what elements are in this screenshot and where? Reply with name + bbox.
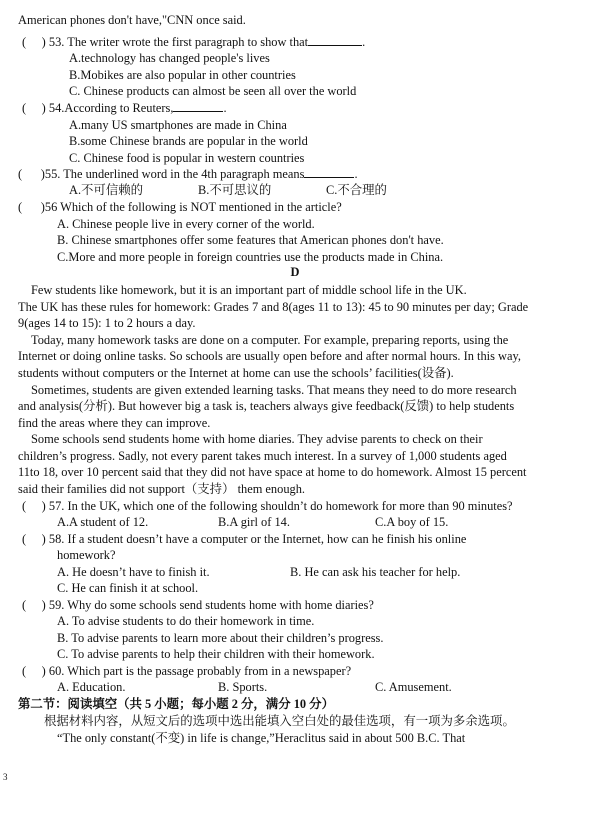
- section-d-heading: D: [290, 265, 300, 279]
- option-57-b: B.A girl of 14.: [218, 515, 290, 529]
- answer-paren-close: ): [40, 167, 45, 181]
- passage-line: Internet or doing online tasks. So schools are usually open before and after normal hours. In this way,: [18, 349, 521, 363]
- option-59-c: C. To advise parents to help their children with their homework.: [57, 647, 375, 661]
- answer-paren-open: (: [22, 598, 27, 612]
- option-57-c: C.A boy of 15.: [375, 515, 449, 529]
- question-60: [22, 663, 351, 679]
- option-57-a: A.A student of 12.: [57, 515, 149, 529]
- passage-line: children’s progress. Sadly, not every parent takes much interest. In a survey of 1,000 students aged: [18, 449, 507, 463]
- option-56-b: B. Chinese smartphones offer some features that American phones don't have.: [57, 233, 444, 247]
- answer-blank: [173, 100, 223, 112]
- question-57: [22, 498, 513, 514]
- section-2-instruction: 根据材料内容，从短文后的选项中选出能填入空白处的最佳选项，有一项为多余选项。: [44, 714, 515, 728]
- option-54-b: B.some Chinese brands are popular in the world: [69, 134, 308, 148]
- option-58-a: A. He doesn’t have to finish it.: [57, 565, 210, 579]
- question-58-continuation: homework?: [57, 548, 116, 562]
- question-stem: 54.According to Reuters,: [48, 101, 174, 115]
- passage-line: find the areas where they can improve.: [18, 416, 211, 430]
- passage-line: said their families did not support（支持） them enough.: [18, 482, 306, 496]
- option-56-a: A. Chinese people live in every corner of the world.: [57, 217, 315, 231]
- passage-line: The UK has these rules for homework: Grades 7 and 8(ages 11 to 13): 45 to 90 minutes per day; Grade: [18, 300, 529, 314]
- passage-line: Some schools send students home with home diaries. They advise parents to check on their: [31, 432, 483, 446]
- passage-line: Sometimes, students are given extended learning tasks. That means they need to do more research: [31, 383, 517, 397]
- option-56-c: C.More and more people in foreign countries use the products made in China.: [57, 250, 444, 264]
- answer-blank: [304, 166, 354, 178]
- question-59: [22, 597, 374, 613]
- option-53-c: C. Chinese products can almost be seen all over the world: [69, 84, 357, 98]
- question-stem: 58. If a student doesn’t have a computer or the Internet, how can he finish his online: [48, 532, 467, 546]
- section-2-passage-first-line: “The only constant(不变) in life is change,”Heraclitus said in about 500 B.C. That: [57, 731, 466, 745]
- question-58: [22, 531, 466, 547]
- question-stem: 53. The writer wrote the first paragraph to show that: [48, 35, 309, 49]
- answer-paren-open: (: [18, 167, 23, 181]
- question-stem: 56 Which of the following is NOT mentioned in the article?: [44, 200, 342, 214]
- question-53: [22, 34, 365, 50]
- answer-paren-open: (: [22, 499, 27, 513]
- answer-paren-close: ): [41, 499, 46, 513]
- passage-line: Few students like homework, but it is an important part of middle school life in the UK.: [31, 283, 467, 297]
- option-58-b: B. He can ask his teacher for help.: [290, 565, 461, 579]
- answer-paren-open: (: [22, 35, 27, 49]
- option-53-b: B.Mobikes are also popular in other countries: [69, 68, 296, 82]
- question-56: [18, 199, 342, 215]
- option-53-a: A.technology has changed people's lives: [69, 51, 270, 65]
- stem-end: .: [223, 101, 227, 115]
- option-54-a: A.many US smartphones are made in China: [69, 118, 287, 132]
- question-stem: 59. Why do some schools send students home with home diaries?: [48, 598, 374, 612]
- option-59-a: A. To advise students to do their homework in time.: [57, 614, 315, 628]
- question-stem: 55. The underlined word in the 4th paragraph means: [44, 167, 305, 181]
- option-54-c: C. Chinese food is popular in western countries: [69, 151, 305, 165]
- answer-paren-open: (: [22, 101, 27, 115]
- answer-paren-close: ): [40, 200, 45, 214]
- answer-paren-open: (: [18, 200, 23, 214]
- question-stem: 60. Which part is the passage probably from in a newspaper?: [48, 664, 352, 678]
- question-stem: 57. In the UK, which one of the following shouldn’t do homework for more than 90 minutes?: [48, 499, 513, 513]
- answer-paren-close: ): [41, 664, 46, 678]
- option-60-c: C. Amusement.: [375, 680, 452, 694]
- answer-blank: [308, 34, 362, 46]
- previous-passage-tail: American phones don't have,"CNN once said.: [18, 13, 246, 27]
- section-2-title: 第二节：阅读填空（共 5 小题；每小题 2 分，满分 10 分）: [18, 697, 334, 711]
- passage-line: 11to 18, over 10 percent said that they did not have space at home to do homework. Almost 15 percent: [18, 465, 527, 479]
- answer-paren-close: ): [41, 532, 46, 546]
- answer-paren-close: ): [41, 35, 46, 49]
- option-60-b: B. Sports.: [218, 680, 268, 694]
- option-59-b: B. To advise parents to learn more about their children’s progress.: [57, 631, 384, 645]
- stem-end: .: [354, 167, 358, 181]
- answer-paren-open: (: [22, 532, 27, 546]
- answer-paren-close: ): [41, 598, 46, 612]
- option-55-a: A.不可信赖的: [69, 183, 143, 197]
- passage-line: 9(ages 14 to 15): 1 to 2 hours a day.: [18, 316, 196, 330]
- option-55-c: C.不合理的: [326, 183, 387, 197]
- question-55: [18, 166, 358, 182]
- answer-paren-open: (: [22, 664, 27, 678]
- option-55-b: B.不可思议的: [198, 183, 272, 197]
- passage-line: students without computers or the Internet at home can use the schools’ facilities(设备).: [18, 366, 454, 380]
- answer-paren-close: ): [41, 101, 46, 115]
- passage-line: and analysis(分析). But however big a task is, teachers always give feedback(反馈) to help students: [18, 399, 515, 413]
- option-58-c: C. He can finish it at school.: [57, 581, 199, 595]
- passage-line: Today, many homework tasks are done on a computer. For example, preparing reports, using the: [31, 333, 509, 347]
- stem-end: .: [362, 35, 366, 49]
- question-54: [22, 100, 227, 116]
- option-60-a: A. Education.: [57, 680, 126, 694]
- page-number: 3: [3, 772, 8, 782]
